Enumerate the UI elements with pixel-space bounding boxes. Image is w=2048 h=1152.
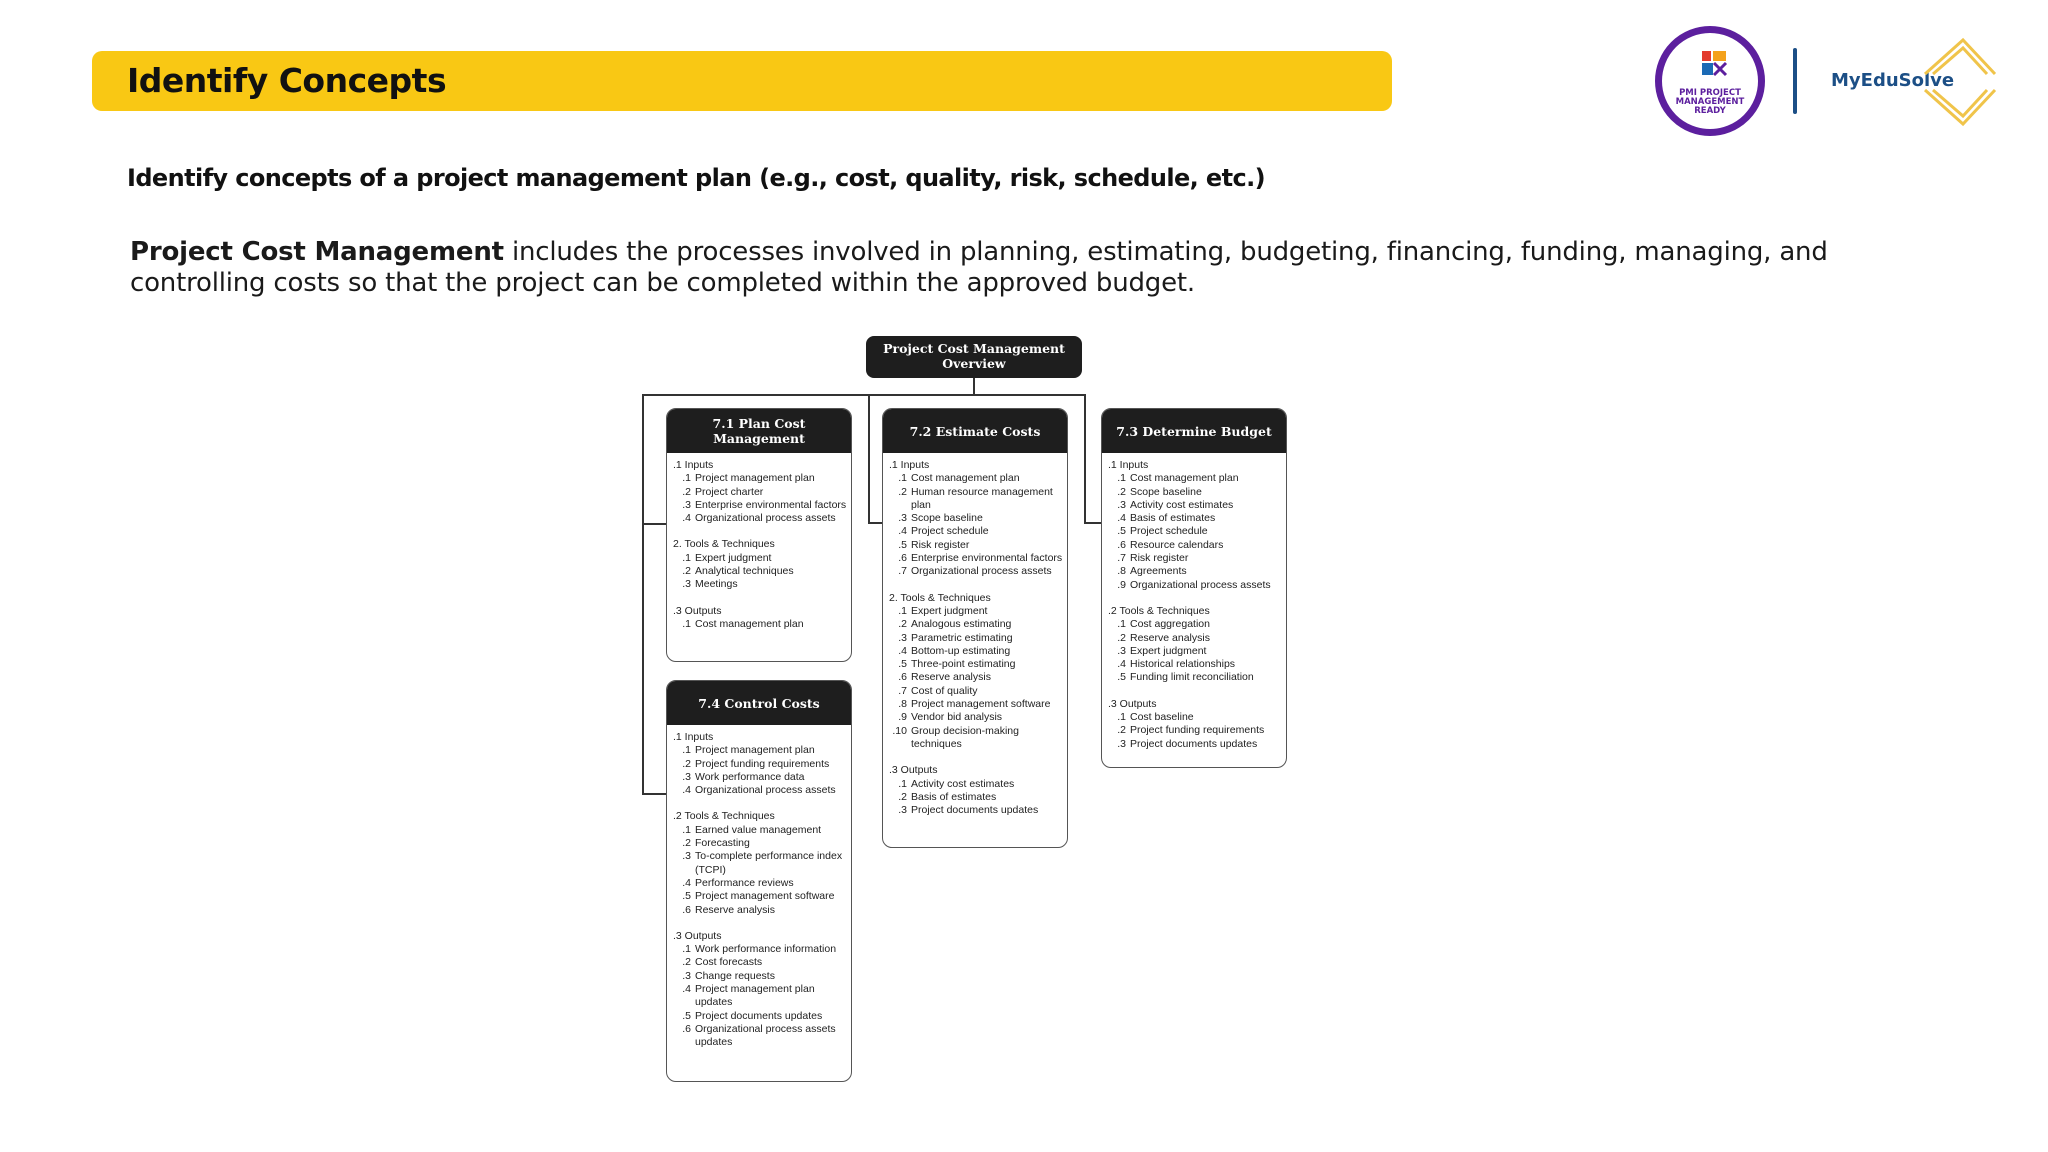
item-number: .3 bbox=[682, 969, 691, 982]
item-number: .1 bbox=[898, 604, 907, 617]
item-text: Cost baseline bbox=[1130, 711, 1194, 724]
list-item bbox=[1108, 512, 1282, 525]
list-item bbox=[673, 824, 847, 837]
page-title: Identify Concepts bbox=[127, 61, 447, 100]
item-text: Enterprise environmental factors bbox=[911, 552, 1063, 565]
list-item bbox=[1108, 618, 1282, 631]
list-item bbox=[1108, 486, 1282, 499]
list-item bbox=[1108, 632, 1282, 645]
item-number: .5 bbox=[898, 658, 907, 671]
item-text: Human resource management plan bbox=[911, 485, 1053, 511]
item-text: To-complete performance index (TCPI) bbox=[695, 850, 843, 876]
item-number: .7 bbox=[1117, 552, 1126, 565]
section-label: .1 Inputs bbox=[673, 731, 714, 743]
list-item bbox=[673, 472, 847, 485]
item-number: .6 bbox=[898, 671, 907, 684]
item-number: .1 bbox=[682, 943, 691, 956]
section-label: .3 Outputs bbox=[673, 929, 722, 942]
section-label: .3 Outputs bbox=[889, 764, 938, 777]
list-item bbox=[673, 1010, 847, 1023]
list-item bbox=[889, 565, 1063, 578]
item-number: .9 bbox=[898, 711, 907, 724]
list-item bbox=[673, 744, 847, 757]
connector-top-bar bbox=[642, 394, 1086, 396]
item-number: .3 bbox=[898, 631, 907, 644]
item-text: Reserve analysis bbox=[695, 903, 775, 916]
list-item bbox=[673, 552, 847, 565]
list-item bbox=[673, 877, 847, 890]
section-subtitle: Identify concepts of a project management plan (e.g., cost, quality, risk, schedule, etc.) bbox=[127, 164, 1265, 192]
section-label: .1 Inputs bbox=[673, 459, 714, 471]
item-number: .2 bbox=[682, 956, 691, 969]
process-box-7-2 bbox=[882, 408, 1068, 848]
item-number: .7 bbox=[898, 565, 907, 578]
item-number: .4 bbox=[682, 784, 691, 797]
item-text: Reserve analysis bbox=[1130, 631, 1210, 644]
item-number: .6 bbox=[1117, 538, 1126, 551]
item-text: Expert judgment bbox=[1130, 644, 1207, 657]
section-label: .1 Inputs bbox=[889, 459, 930, 471]
section-label: 2. Tools & Techniques bbox=[889, 591, 991, 604]
section-outputs bbox=[889, 764, 1063, 817]
item-text: Risk register bbox=[911, 538, 970, 551]
list-item bbox=[1108, 579, 1282, 592]
item-text: Work performance information bbox=[695, 943, 837, 956]
item-number: .2 bbox=[898, 618, 907, 631]
item-number: .3 bbox=[898, 512, 907, 525]
section-tools bbox=[673, 538, 847, 591]
list-item bbox=[889, 791, 1063, 804]
list-item bbox=[673, 565, 847, 578]
list-item bbox=[889, 632, 1063, 645]
item-number: .4 bbox=[1117, 512, 1126, 525]
item-text: Analytical techniques bbox=[695, 565, 794, 578]
item-text: Three-point estimating bbox=[911, 658, 1016, 671]
section-tools bbox=[889, 592, 1063, 752]
list-item bbox=[889, 671, 1063, 684]
pmi-mark-icon bbox=[1700, 49, 1728, 77]
section-inputs bbox=[889, 459, 1063, 579]
list-item bbox=[1108, 552, 1282, 565]
item-text: Project management software bbox=[695, 890, 835, 903]
list-item bbox=[673, 983, 847, 1010]
item-text: Risk register bbox=[1130, 552, 1189, 565]
item-text: Basis of estimates bbox=[1130, 512, 1216, 525]
item-number: .5 bbox=[682, 1009, 691, 1022]
item-text: Project funding requirements bbox=[695, 757, 830, 770]
item-text: Performance reviews bbox=[695, 876, 794, 889]
item-text: Organizational process assets bbox=[1130, 578, 1271, 591]
item-text: Project charter bbox=[695, 485, 764, 498]
item-number: .4 bbox=[898, 525, 907, 538]
process-body bbox=[667, 725, 851, 1050]
item-text: Cost management plan bbox=[1130, 472, 1239, 485]
list-item bbox=[1108, 565, 1282, 578]
item-number: .5 bbox=[898, 538, 907, 551]
list-item bbox=[889, 552, 1063, 565]
item-number: .2 bbox=[898, 790, 907, 803]
item-number: .3 bbox=[898, 804, 907, 817]
item-number: .1 bbox=[898, 472, 907, 485]
list-item bbox=[1108, 525, 1282, 538]
process-box-7-3 bbox=[1101, 408, 1287, 768]
item-text: Meetings bbox=[695, 578, 738, 591]
item-text: Scope baseline bbox=[911, 512, 983, 525]
list-item bbox=[889, 486, 1063, 513]
list-item bbox=[673, 850, 847, 877]
connector-left-trunk bbox=[642, 394, 644, 794]
item-number: .3 bbox=[1117, 498, 1126, 511]
list-item bbox=[1108, 499, 1282, 512]
list-item bbox=[673, 904, 847, 917]
item-number: .5 bbox=[1117, 525, 1126, 538]
item-text: Cost forecasts bbox=[695, 956, 763, 969]
process-title: 7.1 Plan Cost Management bbox=[667, 409, 851, 453]
title-bar bbox=[92, 51, 1392, 111]
item-text: Organizational process assets bbox=[695, 784, 836, 797]
item-text: Project schedule bbox=[911, 525, 989, 538]
list-item bbox=[889, 804, 1063, 817]
item-text: Cost of quality bbox=[911, 684, 978, 697]
item-number: .4 bbox=[682, 983, 691, 996]
list-item bbox=[889, 698, 1063, 711]
item-text: Historical relationships bbox=[1130, 658, 1236, 671]
item-number: .7 bbox=[898, 684, 907, 697]
item-text: Activity cost estimates bbox=[1130, 498, 1234, 511]
item-number: .1 bbox=[1117, 472, 1126, 485]
list-item bbox=[673, 771, 847, 784]
item-number: .10 bbox=[892, 724, 907, 737]
process-title: 7.4 Control Costs bbox=[667, 681, 851, 725]
item-number: .3 bbox=[1117, 737, 1126, 750]
section-label: 2. Tools & Techniques bbox=[673, 538, 775, 551]
list-item bbox=[673, 956, 847, 969]
logo-divider bbox=[1793, 48, 1797, 114]
item-text: Scope baseline bbox=[1130, 485, 1202, 498]
item-text: Bottom-up estimating bbox=[911, 644, 1011, 657]
item-text: Reserve analysis bbox=[911, 671, 991, 684]
item-number: .5 bbox=[682, 890, 691, 903]
section-label: .3 Outputs bbox=[1108, 697, 1157, 710]
myedusolve-mark-icon bbox=[1915, 34, 2001, 130]
item-number: .8 bbox=[898, 698, 907, 711]
list-item bbox=[673, 943, 847, 956]
intro-bold-term: Project Cost Management bbox=[130, 237, 504, 267]
root-node: Project Cost Management Overview bbox=[866, 336, 1082, 378]
item-text: Work performance data bbox=[695, 770, 805, 783]
item-text: Project management software bbox=[911, 698, 1051, 711]
section-outputs bbox=[1108, 698, 1282, 751]
item-text: Parametric estimating bbox=[911, 631, 1013, 644]
connector-right-down bbox=[1084, 394, 1086, 523]
section-label: .3 Outputs bbox=[673, 604, 722, 617]
section-label: .1 Inputs bbox=[1108, 459, 1149, 471]
item-text: Analogous estimating bbox=[911, 618, 1012, 631]
pmi-badge-logo bbox=[1655, 26, 1765, 136]
process-body bbox=[667, 453, 851, 631]
list-item bbox=[889, 539, 1063, 552]
list-item bbox=[889, 658, 1063, 671]
item-text: Project management plan bbox=[695, 744, 815, 757]
item-number: .6 bbox=[682, 1022, 691, 1035]
item-number: .3 bbox=[1117, 644, 1126, 657]
list-item bbox=[889, 711, 1063, 724]
process-body bbox=[883, 453, 1067, 817]
item-number: .9 bbox=[1117, 578, 1126, 591]
list-item bbox=[673, 837, 847, 850]
item-text: Organizational process assets bbox=[695, 512, 836, 525]
section-tools bbox=[673, 810, 847, 916]
list-item bbox=[1108, 658, 1282, 671]
item-text: Group decision-making techniques bbox=[911, 724, 1019, 750]
process-box-7-4 bbox=[666, 680, 852, 1082]
section-outputs bbox=[673, 930, 847, 1050]
item-text: Cost management plan bbox=[911, 472, 1020, 485]
item-number: .1 bbox=[1117, 711, 1126, 724]
item-number: .4 bbox=[682, 512, 691, 525]
item-text: Project documents updates bbox=[1130, 737, 1258, 750]
list-item bbox=[889, 472, 1063, 485]
intro-text: includes the processes involved in planning, estimating, budgeting, financing, funding, managing, and controlling costs so that the project can be completed within the approved budget. bbox=[130, 237, 1828, 298]
item-number: .4 bbox=[898, 644, 907, 657]
item-text: Activity cost estimates bbox=[911, 777, 1015, 790]
list-item bbox=[889, 725, 1063, 752]
item-number: .2 bbox=[1117, 485, 1126, 498]
item-number: .2 bbox=[682, 837, 691, 850]
process-title: 7.2 Estimate Costs bbox=[883, 409, 1067, 453]
list-item bbox=[1108, 645, 1282, 658]
item-text: Enterprise environmental factors bbox=[695, 498, 847, 511]
list-item bbox=[889, 605, 1063, 618]
item-text: Basis of estimates bbox=[911, 790, 997, 803]
item-number: .1 bbox=[898, 777, 907, 790]
item-text: Project funding requirements bbox=[1130, 724, 1265, 737]
item-text: Agreements bbox=[1130, 565, 1187, 578]
item-number: .1 bbox=[682, 472, 691, 485]
item-number: .1 bbox=[682, 744, 691, 757]
item-number: .2 bbox=[1117, 724, 1126, 737]
item-number: .3 bbox=[682, 578, 691, 591]
item-number: .4 bbox=[682, 876, 691, 889]
list-item bbox=[1108, 738, 1282, 751]
list-item bbox=[889, 685, 1063, 698]
item-text: Project documents updates bbox=[695, 1009, 823, 1022]
connector-to-7-2 bbox=[868, 522, 883, 524]
item-text: Change requests bbox=[695, 969, 775, 982]
intro-paragraph bbox=[130, 237, 1890, 299]
item-number: .2 bbox=[682, 565, 691, 578]
item-text: Cost aggregation bbox=[1130, 618, 1210, 631]
list-item bbox=[673, 970, 847, 983]
item-number: .3 bbox=[682, 850, 691, 863]
item-text: Expert judgment bbox=[911, 604, 988, 617]
item-number: .6 bbox=[682, 903, 691, 916]
process-body bbox=[1102, 453, 1286, 751]
item-text: Funding limit reconciliation bbox=[1130, 671, 1254, 684]
list-item bbox=[673, 1023, 847, 1050]
section-label: .2 Tools & Techniques bbox=[1108, 604, 1210, 617]
process-box-7-1 bbox=[666, 408, 852, 662]
process-title: 7.3 Determine Budget bbox=[1102, 409, 1286, 453]
connector-to-7-4 bbox=[642, 793, 667, 795]
list-item bbox=[673, 486, 847, 499]
item-text: Resource calendars bbox=[1130, 538, 1224, 551]
list-item bbox=[1108, 711, 1282, 724]
list-item bbox=[889, 778, 1063, 791]
item-text: Cost management plan bbox=[695, 617, 804, 630]
list-item bbox=[889, 618, 1063, 631]
list-item bbox=[673, 758, 847, 771]
list-item bbox=[673, 618, 847, 631]
item-text: Organizational process assets bbox=[911, 565, 1052, 578]
section-inputs bbox=[1108, 459, 1282, 592]
section-label: .2 Tools & Techniques bbox=[673, 810, 775, 823]
item-text: Earned value management bbox=[695, 823, 822, 836]
brand-name: MyEduSolve bbox=[1831, 70, 1955, 91]
list-item bbox=[673, 890, 847, 903]
item-text: Project management plan bbox=[695, 472, 815, 485]
item-number: .1 bbox=[682, 551, 691, 564]
pmi-badge-text: PMI PROJECT MANAGEMENT READY bbox=[1675, 88, 1745, 116]
item-text: Project schedule bbox=[1130, 525, 1208, 538]
list-item bbox=[889, 525, 1063, 538]
connector-mid-down bbox=[868, 394, 870, 524]
item-number: .5 bbox=[1117, 671, 1126, 684]
item-number: .6 bbox=[898, 552, 907, 565]
item-number: .2 bbox=[682, 757, 691, 770]
list-item bbox=[673, 512, 847, 525]
section-inputs bbox=[673, 731, 847, 797]
list-item bbox=[889, 645, 1063, 658]
section-inputs bbox=[673, 459, 847, 525]
list-item bbox=[889, 512, 1063, 525]
item-number: .3 bbox=[682, 770, 691, 783]
item-number: .2 bbox=[898, 485, 907, 498]
item-number: .8 bbox=[1117, 565, 1126, 578]
connector-to-7-1 bbox=[642, 523, 667, 525]
item-text: Forecasting bbox=[695, 837, 750, 850]
item-text: Expert judgment bbox=[695, 551, 772, 564]
list-item bbox=[1108, 671, 1282, 684]
list-item bbox=[673, 499, 847, 512]
list-item bbox=[1108, 539, 1282, 552]
item-number: .3 bbox=[682, 498, 691, 511]
item-text: Vendor bid analysis bbox=[911, 711, 1003, 724]
item-number: .2 bbox=[682, 485, 691, 498]
section-outputs bbox=[673, 605, 847, 632]
list-item bbox=[1108, 724, 1282, 737]
item-text: Project documents updates bbox=[911, 804, 1039, 817]
list-item bbox=[1108, 472, 1282, 485]
item-number: .4 bbox=[1117, 658, 1126, 671]
logo-area bbox=[1655, 26, 2005, 138]
list-item bbox=[673, 784, 847, 797]
list-item bbox=[673, 578, 847, 591]
section-tools bbox=[1108, 605, 1282, 685]
item-text: Organizational process assets updates bbox=[695, 1022, 836, 1049]
item-number: .1 bbox=[1117, 618, 1126, 631]
item-text: Project management plan updates bbox=[695, 983, 815, 1009]
item-number: .1 bbox=[682, 823, 691, 836]
connector-root-down bbox=[973, 378, 975, 395]
item-number: .2 bbox=[1117, 631, 1126, 644]
item-number: .1 bbox=[682, 617, 691, 630]
